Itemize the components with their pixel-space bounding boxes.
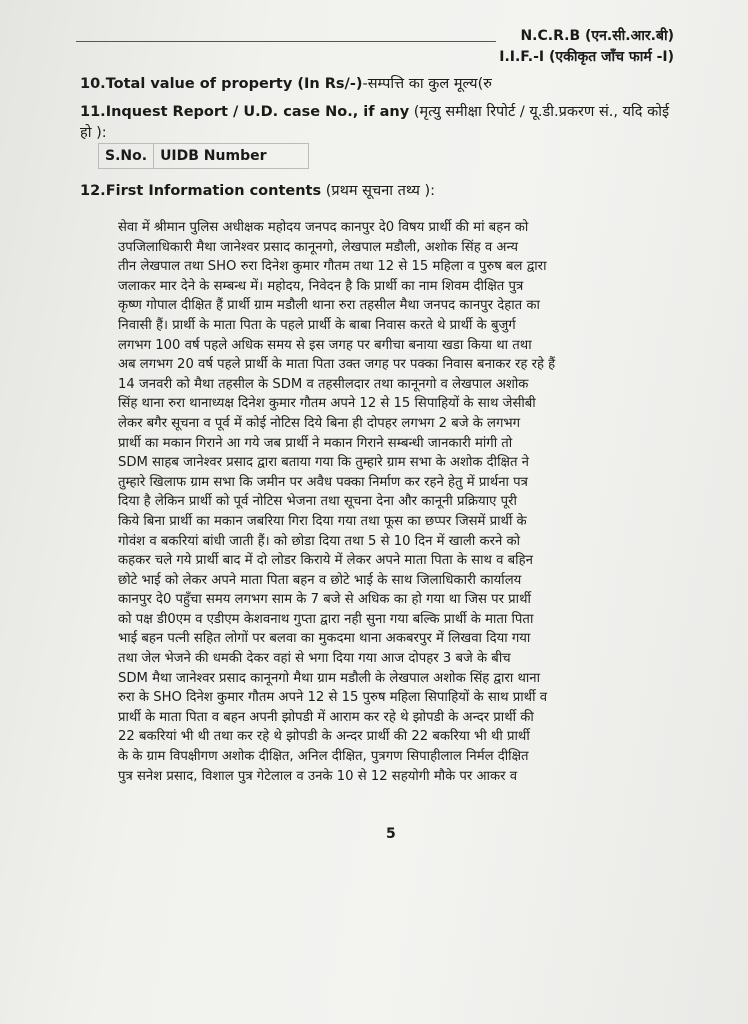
item-label-hindi: (मृत्यु समीक्षा रिपोर्ट / यू.डी.प्रकरण सं., यदि कोई हो ): <box>80 104 670 141</box>
form-header <box>499 26 674 68</box>
fir-text-line: 14 जनवरी को मैथा तहसील के SDM व तहसीलदार तथा कानूनगो व लेखपाल अशोक <box>118 376 529 392</box>
column-header-sno: S.No. <box>99 144 154 169</box>
fir-text-line: कहकर चले गये प्रार्थी बाद में दो लोडर किराये में लेकर अपने माता पिता के साथ व बहिन <box>118 553 533 569</box>
fir-text-line: प्रार्थी के माता पिता व बहन अपनी झोपडी में आराम कर रहे थे झोपडी के अन्दर प्रार्थी की <box>118 709 534 725</box>
fir-text-line: तीन लेखपाल तथा SHO रुरा दिनेश कुमार गौतम तथा 12 से 15 महिला व पुरुष बल द्वारा <box>118 259 547 275</box>
header-ncrb: N.C.R.B (एन.सी.आर.बी) <box>520 28 674 44</box>
fir-text-line: कृष्ण गोपाल दीक्षित हैं प्रार्थी ग्राम मडौली थाना रुरा तहसील मैथा जनपद कानपुर देहात का <box>118 298 540 314</box>
item-12-first-information <box>80 181 435 202</box>
item-label-hindi: -सम्पत्ति का कुल मूल्य(रु <box>362 76 492 92</box>
fir-text-line: SDM मैथा जानेश्वर प्रसाद कानूनगो मैथा ग्राम मडौली के लेखपाल अशोक सिंह द्वारा थाना <box>118 670 541 686</box>
fir-text-line: कानपुर दे0 पहुँचा समय लगभग साम के 7 बजे से अधिक का हो गया था जिस पर प्रार्थी <box>118 592 531 608</box>
fir-contents-paragraph <box>118 218 638 786</box>
header-iif: I.I.F.-I (एकीकृत जाँच फार्म -I) <box>499 49 674 65</box>
fir-text-line: सिंह थाना रुरा थानाध्यक्ष दिनेश कुमार गौतम अपने 12 से 15 सिपाहियों के साथ जेसीबी <box>118 396 536 412</box>
item-11-inquest-report <box>80 102 680 144</box>
item-label-english: Total value of property (In Rs/-) <box>105 76 363 92</box>
fir-text-line: लगभग 100 वर्ष पहले अधिक समय से इस जगह पर बगीचा बनाया खडा किया था तथा <box>118 337 532 353</box>
fir-text-line: को पक्ष डी0एम व एडीएम केशवनाथ गुप्ता द्वारा नही सुना गया बल्कि प्रार्थी के माता पिता <box>118 611 534 627</box>
item-10-property-value <box>80 74 492 95</box>
fir-text-line: अब लगभग 20 वर्ष पहले प्रार्थी के माता पिता उक्त जगह पर पक्का निवास बनाकर रह रहे हैं <box>118 357 556 373</box>
item-number: 10. <box>80 76 106 92</box>
fir-text-line: पुत्र सनेश प्रसाद, विशाल पुत्र गेटेलाल व उनके 10 से 12 सहयोगी मौके पर आकर व <box>118 768 518 784</box>
header-divider <box>76 41 496 42</box>
page-number: 5 <box>386 826 396 842</box>
item-label-english: Inquest Report / U.D. case No., if any <box>105 104 410 120</box>
item-label-english: First Information contents <box>105 183 322 199</box>
fir-text-line: किये बिना प्रार्थी का मकान जबरिया गिरा दिया गया तथा फूस का छप्पर जिसमें प्रार्थी के <box>118 513 527 529</box>
fir-text-line: तुम्हारे खिलाफ ग्राम सभा कि जमीन पर अवैध पक्का निर्माण कर रहने हेतु में प्रार्थना पत्र <box>118 474 528 490</box>
fir-text-line: दिया है लेकिन प्रार्थी को पूर्व नोटिस भेजना तथा सूचना देना और कानूनी प्रक्रियाए पूरी <box>118 494 517 510</box>
fir-text-line: निवासी हैं। प्रार्थी के माता पिता के पहले प्रार्थी के बाबा निवास करते थे प्रार्थी के बुजुर्ग <box>118 317 516 333</box>
item-number: 11. <box>80 104 106 120</box>
fir-text-line: लेकर बगैर सूचना व पूर्व में कोई नोटिस दिये बिना ही दोपहर लगभग 2 बजे के लगभग <box>118 415 521 431</box>
fir-text-line: सेवा में श्रीमान पुलिस अधीक्षक महोदय जनपद कानपुर दे0 विषय प्रार्थी की मां बहन को <box>118 220 529 235</box>
fir-text-line: छोटे भाई को लेकर अपने माता पिता बहन व छोटे भाई के साथ जिलाधिकारी कार्यालय <box>118 572 522 588</box>
item-number: 12. <box>80 183 106 199</box>
item-label-hindi: (प्रथम सूचना तथ्य ): <box>321 183 436 199</box>
fir-text-line: 22 बकरियां भी थी तथा कर रहे थे झोपडी के अन्दर प्रार्थी की 22 बकरिया भी थी प्रार्थी <box>118 729 530 745</box>
fir-text-line: जलाकर मार देने के सम्बन्ध में। महोदय, निवेदन है कि प्रार्थी का नाम शिवम दीक्षित पुत्र <box>118 278 524 294</box>
fir-text-line: SDM साहब जानेश्वर प्रसाद द्वारा बताया गया कि तुम्हारे ग्राम सभा के अशोक दीक्षित ने <box>118 455 529 471</box>
fir-text-line: गोवंश व बकरियां बांधी जाती हैं। को छोडा दिया तथा 5 से 10 दिन में खाली करने को <box>118 533 521 549</box>
fir-text-line: प्रार्थी का मकान गिराने आ गये जब प्रार्थी ने मकान गिराने सम्बन्धी जानकारी मांगी तो <box>118 435 513 451</box>
column-header-uidb-number: UIDB Number <box>154 144 309 169</box>
fir-text-line: के के ग्राम विपक्षीगण अशोक दीक्षित, अनिल दीक्षित, पुत्रगण सिपाहीलाल निर्मल दीक्षित <box>118 749 529 765</box>
fir-text-line: भाई बहन पत्नी सहित लोगों पर बलवा का मुकदमा थाना अकबरपुर में लिखवा दिया गया <box>118 631 531 647</box>
fir-text-line: रुरा के SHO दिनेश कुमार गौतम अपने 12 से 15 पुरुष महिला सिपाहियों के साथ प्रार्थी व <box>118 690 548 706</box>
uidb-table <box>98 143 309 169</box>
table-header-row <box>99 144 309 169</box>
fir-text-line: उपजिलाधिकारी मैथा जानेश्वर प्रसाद कानूनगो, लेखपाल मडौली, अशोक सिंह व अन्य <box>118 239 519 255</box>
fir-text-line: तथा जेल भेजने की धमकी देकर वहां से भगा दिया गया आज दोपहर 3 बजे के बीच <box>118 651 511 667</box>
